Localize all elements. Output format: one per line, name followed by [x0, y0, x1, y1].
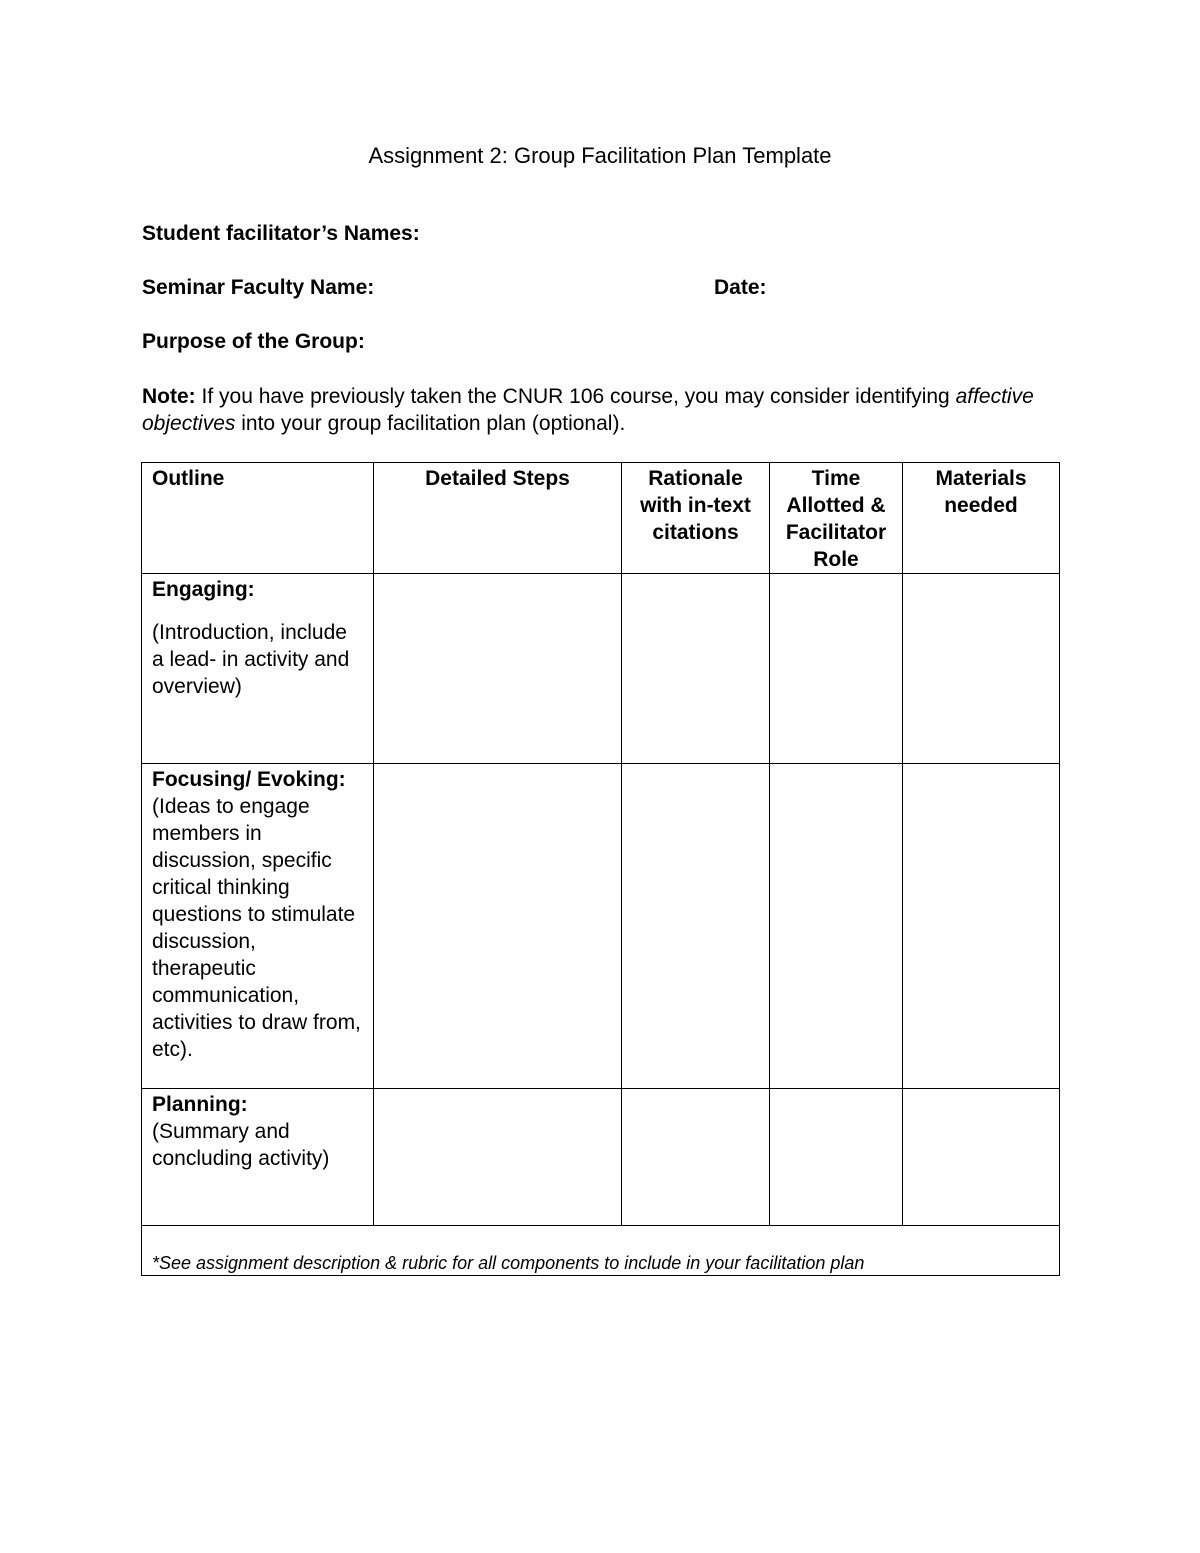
row-title: Engaging: — [152, 578, 255, 601]
header-detailed-steps: Detailed Steps — [374, 463, 622, 574]
page-title: Assignment 2: Group Facilitation Plan Template — [368, 143, 832, 168]
note-text-end: into your group facilitation plan (optional). — [235, 412, 626, 435]
student-names-label: Student facilitator’s Names: — [142, 222, 420, 245]
facilitation-plan-table — [141, 462, 1060, 1276]
engaging-cell — [142, 574, 374, 764]
header-time-allotted: Time Allotted & Facilitator Role — [770, 463, 903, 574]
row-description: (Ideas to engage members in discussion, specific critical thinking questions to stimulate discussion, therapeutic communication, activities to draw from, etc). — [152, 795, 361, 1061]
focusing-cell — [142, 764, 374, 1089]
empty-cell[interactable] — [622, 574, 770, 764]
table-row — [142, 574, 1060, 764]
note-label: Note: — [142, 385, 196, 408]
table-header-row — [142, 463, 1060, 574]
empty-cell[interactable] — [903, 574, 1060, 764]
empty-cell[interactable] — [770, 1089, 903, 1226]
row-description: (Introduction, include a lead- in activity and overview) — [152, 621, 350, 698]
empty-cell[interactable] — [374, 574, 622, 764]
row-description: (Summary and concluding activity) — [152, 1120, 330, 1170]
header-materials: Materials needed — [903, 463, 1060, 574]
footnote-row — [142, 1226, 1060, 1276]
footnote: *See assignment description & rubric for all components to include in your facilitation plan — [142, 1226, 1060, 1276]
empty-cell[interactable] — [770, 764, 903, 1089]
header-rationale: Rationale with in-text citations — [622, 463, 770, 574]
table-row — [142, 764, 1060, 1089]
empty-cell[interactable] — [770, 574, 903, 764]
empty-cell[interactable] — [622, 1089, 770, 1226]
table-row — [142, 1089, 1060, 1226]
row-title: Planning: — [152, 1093, 248, 1116]
purpose-label: Purpose of the Group: — [142, 330, 365, 353]
planning-cell — [142, 1089, 374, 1226]
header-outline: Outline — [142, 463, 374, 574]
note-text-start: If you have previously taken the CNUR 106 course, you may consider identifying — [195, 385, 956, 408]
empty-cell[interactable] — [374, 1089, 622, 1226]
row-title: Focusing/ Evoking: — [152, 768, 346, 791]
empty-cell[interactable] — [903, 764, 1060, 1089]
note-italic-text: affective objectives — [142, 385, 1034, 435]
note-paragraph — [142, 383, 1072, 437]
date-label: Date: — [714, 276, 767, 299]
empty-cell[interactable] — [622, 764, 770, 1089]
empty-cell[interactable] — [374, 764, 622, 1089]
empty-cell[interactable] — [903, 1089, 1060, 1226]
seminar-faculty-label: Seminar Faculty Name: — [142, 276, 375, 299]
